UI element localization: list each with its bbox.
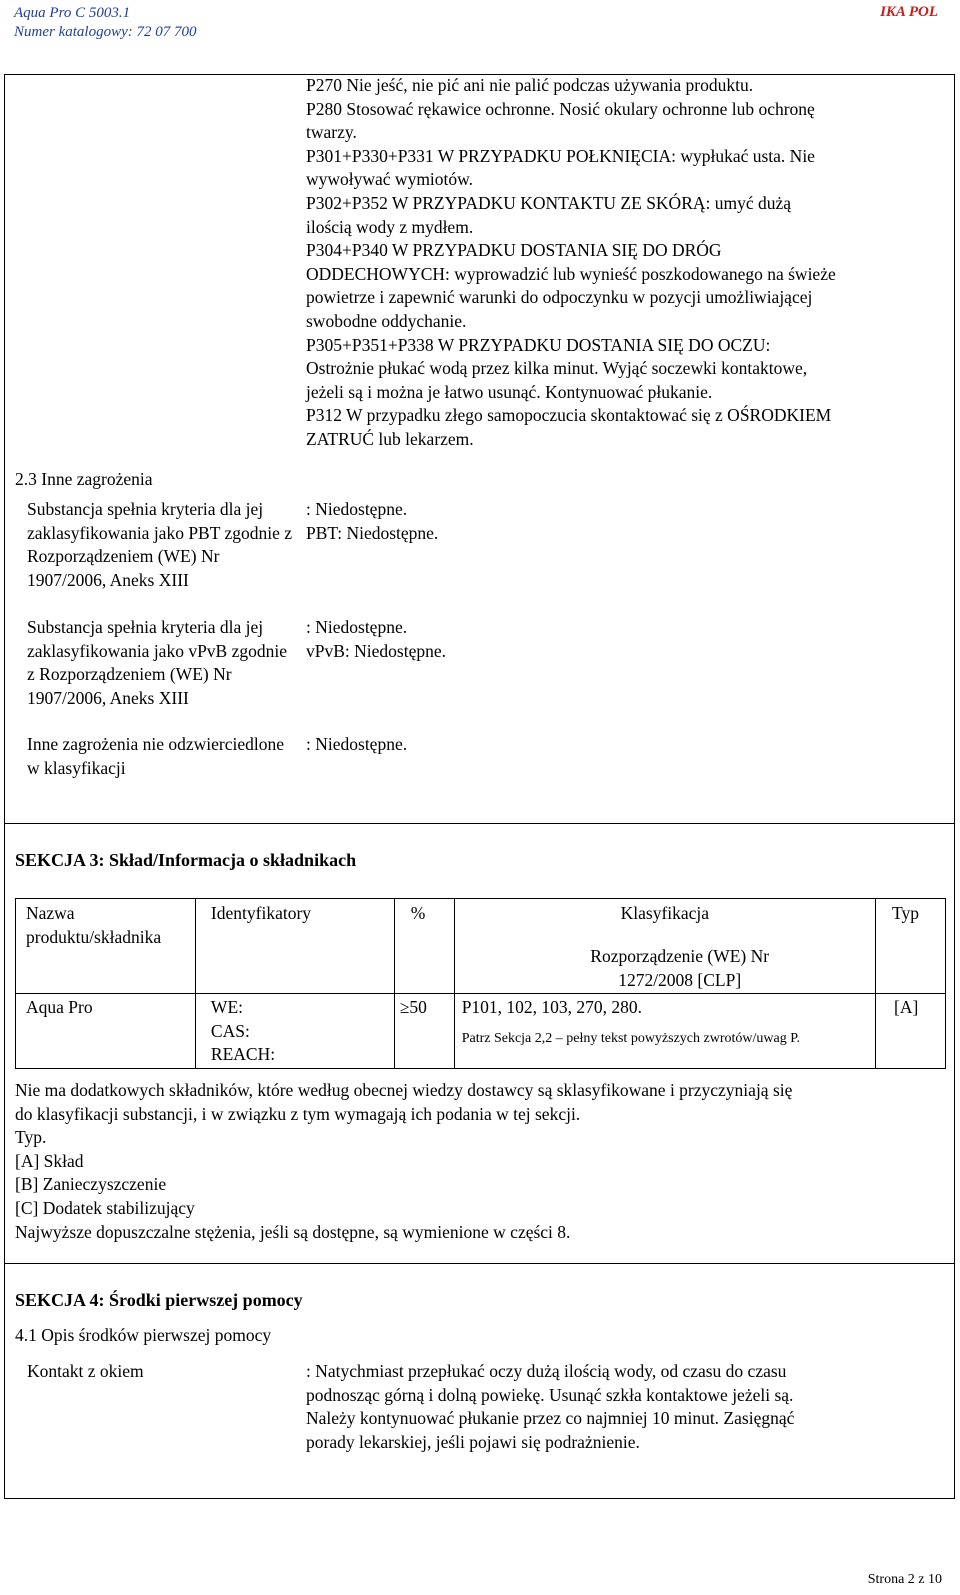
row-cell	[394, 994, 454, 1069]
vpvb-values	[306, 616, 446, 663]
note-line: do klasyfikacji substancji, i w związku z tym wymagają ich podania w tej sekcji.	[15, 1103, 581, 1124]
other-hazards-heading: 2.3 Inne zagrożenia	[15, 469, 153, 489]
section-4-title: SEKCJA 4: Środki pierwszej pomocy	[15, 1290, 303, 1310]
component-percent: ≥50	[399, 997, 427, 1017]
product-name: Aqua Pro C 5003.1	[14, 5, 131, 21]
section-3-notes	[15, 1079, 792, 1244]
instruction-line: Należy kontynuować płukanie przez co najmniej 10 minut. Zasięgnąć	[306, 1408, 795, 1429]
section-divider	[4, 823, 955, 824]
vpvb-criteria-label: Substancja spełnia kryteria dla jej zaklasyfikowania jako vPvB zgodnie z Rozporządzeniem (WE) Nr 1907/2006, Aneks XIII	[27, 617, 288, 708]
header-cell	[876, 899, 946, 994]
composition-table	[15, 898, 946, 1069]
row-cell	[195, 994, 394, 1069]
row-cell	[454, 994, 875, 1069]
instruction-line: porady lekarskiej, jeśli pojawi się podrażnienie.	[306, 1431, 640, 1452]
component-name: Aqua Pro	[26, 997, 93, 1017]
precautionary-statements	[306, 74, 836, 452]
statement-line: wywoływać wymiotów.	[306, 169, 474, 190]
table-header-row	[16, 899, 946, 994]
instruction-line: : Natychmiast przepłukać oczy dużą ilością wody, od czasu do czasu	[306, 1361, 787, 1381]
note-line: [A] Skład	[15, 1150, 84, 1171]
company-name: IKA POL	[880, 4, 938, 20]
identifier-we: WE:	[210, 997, 243, 1017]
statement-line: swobodne oddychanie.	[306, 310, 467, 331]
catalog-number: Numer katalogowy: 72 07 700	[14, 24, 197, 40]
eye-contact-label: Kontakt z okiem	[27, 1361, 144, 1381]
statement-line: twarzy.	[306, 122, 357, 143]
statement-line: P301+P330+P331 W PRZYPADKU POŁKNIĘCIA: wypłukać usta. Nie	[306, 145, 815, 166]
component-type: [A]	[894, 997, 919, 1017]
classification-note: Patrz Sekcja 2,2 – pełny tekst powyższych zwrotów/uwag P.	[461, 1030, 800, 1046]
table-row	[16, 994, 946, 1069]
statement-line: ZATRUĆ lub lekarzem.	[306, 428, 474, 449]
row-cell	[16, 994, 196, 1069]
page-number: Strona 2 z 10	[867, 1572, 942, 1587]
note-line: Typ.	[15, 1127, 47, 1148]
statement-line: P305+P351+P338 W PRZYPADKU DOSTANIA SIĘ DO OCZU:	[306, 334, 771, 355]
pbt-value: : Niedostępne.	[306, 499, 408, 519]
statement-line: P312 W przypadku złego samopoczucia skontaktować się z OŚRODKIEM	[306, 405, 832, 426]
statement-line: ilością wody z mydłem.	[306, 216, 474, 237]
header-type: Typ	[892, 903, 919, 923]
header-percent: %	[410, 903, 426, 923]
header-cell	[16, 899, 196, 994]
identifier-reach: REACH:	[210, 1044, 276, 1065]
other-hazards-value: : Niedostępne.	[306, 734, 408, 754]
eye-contact-instructions	[306, 1360, 794, 1454]
vpvb-value: : Niedostępne.	[306, 617, 408, 637]
note-line: [B] Zanieczyszczenie	[15, 1174, 167, 1195]
header-name: Nazwa produktu/składnika	[26, 903, 162, 947]
pbt-criteria-label: Substancja spełnia kryteria dla jej zaklasyfikowania jako PBT zgodnie z Rozporządzeniem (WE) Nr 1907/2006, Aneks XIII	[27, 499, 293, 590]
header-cell	[394, 899, 454, 994]
pbt-value: PBT: Niedostępne.	[306, 522, 439, 543]
header-classification: Klasyfikacja	[620, 903, 710, 923]
section-4-subtitle: 4.1 Opis środków pierwszej pomocy	[15, 1325, 272, 1345]
header-cell	[195, 899, 394, 994]
statement-line: P280 Stosować rękawice ochronne. Nosić okulary ochronne lub ochronę	[306, 98, 815, 119]
note-line: Najwyższe dopuszczalne stężenia, jeśli są dostępne, są wymienione w części 8.	[15, 1221, 571, 1242]
component-classification: P101, 102, 103, 270, 280.	[461, 997, 643, 1017]
header-cell	[454, 899, 875, 994]
vpvb-value: vPvB: Niedostępne.	[306, 640, 446, 661]
statement-line: ODDECHOWYCH: wyprowadzić lub wynieść poszkodowanego na świeże	[306, 263, 836, 284]
section-divider	[4, 1263, 955, 1264]
note-line: [C] Dodatek stabilizujący	[15, 1197, 195, 1218]
statement-line: P270 Nie jeść, nie pić ani nie palić podczas używania produktu.	[306, 75, 754, 95]
other-hazards-label: Inne zagrożenia nie odzwierciedlone w klasyfikacji	[27, 734, 285, 778]
pbt-values	[306, 498, 438, 545]
statement-line: P302+P352 W PRZYPADKU KONTAKTU ZE SKÓRĄ: umyć dużą	[306, 192, 792, 213]
section-3-title: SEKCJA 3: Skład/Informacja o składnikach	[15, 850, 357, 870]
document-header	[14, 4, 196, 42]
component-identifiers	[196, 994, 394, 1068]
header-regulation: Rozporządzenie (WE) Nr 1272/2008 [CLP]	[590, 946, 770, 990]
instruction-line: podnosząc górną i dolną powiekę. Usunąć szkła kontaktowe jeżeli są.	[306, 1384, 794, 1405]
statement-line: jeżeli są i można je łatwo usunąć. Kontynuować płukanie.	[306, 381, 713, 402]
statement-line: P304+P340 W PRZYPADKU DOSTANIA SIĘ DO DRÓG	[306, 240, 722, 261]
statement-line: Ostrożnie płukać wodą przez kilka minut. Wyjąć soczewki kontaktowe,	[306, 358, 808, 379]
identifier-cas: CAS:	[210, 1020, 250, 1041]
note-line: Nie ma dodatkowych składników, które według obecnej wiedzy dostawcy są sklasyfikowane i przyczyniają się	[15, 1080, 793, 1100]
header-identifiers: Identyfikatory	[210, 903, 312, 923]
statement-line: powietrze i zapewnić warunki do odpoczynku w pozycji umożliwiającej	[306, 287, 813, 308]
row-cell	[876, 994, 946, 1069]
